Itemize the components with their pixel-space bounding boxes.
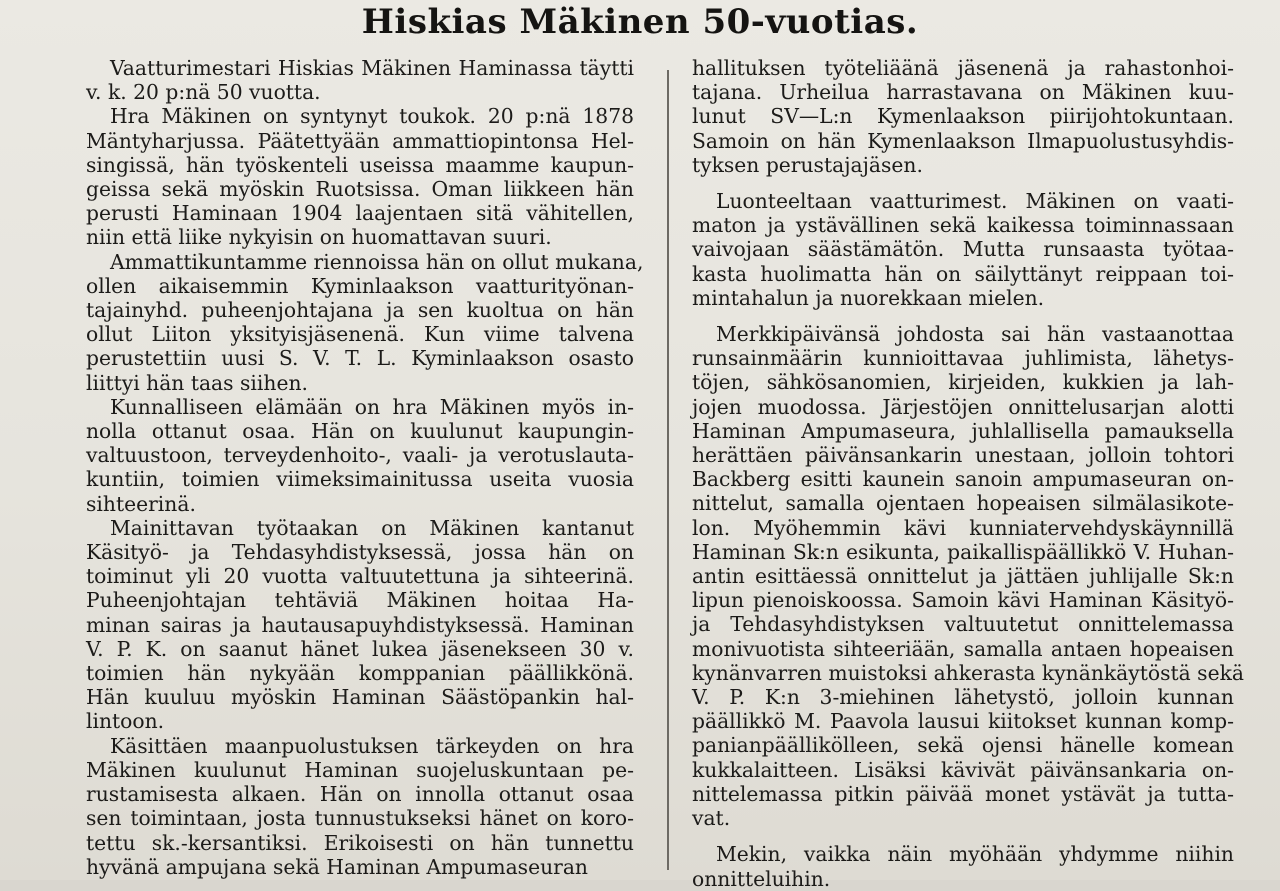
text-line: perustettiin uusi S. V. T. L. Kyminlaakson osasto [86, 346, 634, 371]
text-line: tajainyhd. puheenjohtajana ja sen kuoltua on hän [86, 298, 634, 323]
text-line: ollen aikaisemmin Kyminlaakson vaatturityönan- [86, 273, 634, 298]
text-line: hallituksen työteliäänä jäsenenä ja rahastonhoi- [692, 56, 1234, 80]
left-column [86, 56, 644, 879]
text-line: Mekin, vaikka näin myöhään yhdymme niihin [716, 842, 1234, 867]
paragraph [692, 56, 1234, 177]
column-divider [667, 70, 669, 870]
text-line: mintahalun ja nuorekkaan mielen. [692, 285, 1045, 310]
text-line: Mainittavan työtaakan on Mäkinen kantanut [110, 515, 634, 540]
text-line: nittelemassa pitkin päivää monet ystävät ja tutta- [692, 781, 1234, 806]
text-line: Hra Mäkinen on syntynyt toukok. 20 p:nä 1878 [110, 104, 634, 129]
text-line: runsainmäärin kunnioittavaa juhlimista, lähetys- [692, 346, 1234, 371]
text-line: minan sairas ja hautausapuyhdistyksessä. Haminan [86, 612, 634, 637]
text-line: perusti Haminaan 1904 laajentaen sitä vähitellen, [86, 201, 634, 226]
text-line: nolla ottanut osaa. Hän on kuulunut kaupungin- [86, 419, 634, 444]
paragraph [86, 56, 634, 104]
text-line: singissä, hän työskenteli useissa maamme kaupun- [86, 152, 634, 177]
text-line: lon. Myöhemmin kävi kunniatervehdyskäynnillä [692, 515, 1234, 540]
paragraph [86, 734, 634, 879]
text-line: valtuustoon, terveydenhoito-, vaali- ja verotuslauta- [86, 443, 634, 468]
text-line: lipun pienoiskoossa. Samoin kävi Haminan Käsityö- [692, 588, 1234, 613]
text-line: Mäntyharjussa. Päätettyään ammattiopintonsa Hel- [86, 128, 634, 153]
text-line: Käsittäen maanpuolustuksen tärkeyden on hra [110, 733, 634, 758]
paragraph [692, 842, 1234, 890]
text-line: kuntiin, toimien viimeksimainitussa useita vuosia [86, 467, 634, 492]
text-line: antin esittäessä onnittelut ja jättäen juhlijalle Sk:n [692, 564, 1234, 589]
text-line: Samoin on hän Kymenlaakson Ilmapuolustusyhdis- [692, 128, 1234, 153]
paragraph [86, 104, 634, 249]
text-line: Haminan Sk:n esikunta, paikallispäällikkö V. Huhan- [692, 539, 1234, 564]
text-line: hyvänä ampujana sekä Haminan Ampumaseuran [86, 854, 588, 879]
text-line: Mäkinen kuulunut Haminan suojeluskuntaan pe- [86, 757, 634, 782]
text-line: kukkalaitteen. Lisäksi kävivät päivänsankaria on- [692, 757, 1234, 782]
text-line: Puheenjohtajan tehtäviä Mäkinen hoitaa Ha- [86, 588, 634, 613]
text-line: kynänvarren muistoksi ahkerasta kynänkäytöstä sekä [692, 660, 1244, 685]
text-line: monivuotista sihteeriään, samalla antaen hopeaisen [692, 636, 1234, 661]
text-line: kasta huolimatta hän on säilyttänyt reippaan toi- [692, 261, 1234, 286]
text-line: ja Tehdasyhdistyksen valtuutetut onnittelemassa [692, 612, 1234, 637]
text-line: tyksen perustajajäsen. [692, 152, 923, 177]
right-column [692, 56, 1244, 891]
text-line: lunut SV—L:n Kymenlaakson piirijohtokuntaan. [692, 104, 1234, 129]
text-line: Backberg esitti kaunein sanoin ampumaseuran on- [692, 467, 1234, 492]
text-line: nittelut, samalla ojentaen hopeaisen silmälasikote- [692, 491, 1234, 516]
text-line: tettu sk.-kersantiksi. Erikoisesti on hän tunnettu [86, 830, 634, 855]
text-line: Kunnalliseen elämään on hra Mäkinen myös in- [110, 394, 634, 419]
article-title: Hiskias Mäkinen 50-vuotias. [361, 2, 919, 42]
text-line: sen toimintaan, josta tunnustukseksi hänet on koro- [86, 806, 634, 831]
text-line: Hän kuuluu myöskin Haminan Säästöpankin hal- [86, 685, 634, 710]
text-line: Vaatturimestari Hiskias Mäkinen Haminassa täytti [110, 56, 634, 80]
text-line: V. P. K. on saanut hänet lukea jäsenekseen 30 v. [86, 636, 634, 661]
text-line: Luonteeltaan vaatturimest. Mäkinen on vaati- [716, 189, 1234, 214]
text-line: vaivojaan säästämätön. Mutta runsaasta työtaa- [692, 237, 1234, 262]
text-line: toimien hän nykyään komppanian päällikkönä. [86, 661, 634, 686]
text-line: lintoon. [86, 709, 165, 734]
text-line: v. k. 20 p:nä 50 vuotta. [86, 80, 321, 105]
text-line: sihteerinä. [86, 491, 196, 516]
text-line: niin että liike nykyisin on huomattavan suuri. [86, 225, 552, 250]
text-line: ollut Liiton yksityisjäsenenä. Kun viime talvena [86, 322, 634, 347]
paragraph [86, 516, 634, 734]
text-line: geissa sekä myöskin Ruotsissa. Oman liikkeen hän [86, 177, 634, 202]
paragraph [86, 395, 634, 516]
text-line: Merkkipäivänsä johdosta sai hän vastaanottaa [716, 322, 1234, 347]
text-line: V. P. K:n 3-miehinen lähetystö, jolloin kunnan [692, 685, 1234, 710]
text-line: tajana. Urheilua harrastavana on Mäkinen kuu- [692, 80, 1234, 105]
paragraph [692, 189, 1234, 310]
paragraph [86, 249, 644, 395]
text-line: herättäen päivänsankarin unestaan, jolloin tohtori [692, 443, 1234, 468]
text-line: vat. [692, 806, 731, 831]
text-line: panianpäällikölleen, sekä ojensi hänelle komean [692, 733, 1234, 758]
text-line: Haminan Ampumaseura, juhlallisella pamauksella [692, 418, 1234, 443]
paragraph [692, 322, 1244, 831]
text-line: liittyi hän taas siihen. [86, 370, 308, 395]
text-line: rustamisesta alkaen. Hän on innolla ottanut osaa [86, 782, 634, 807]
text-line: Ammattikuntamme riennoissa hän on ollut mukana, [110, 249, 644, 274]
text-line: Käsityö- ja Tehdasyhdistyksessä, jossa hän on [86, 540, 634, 565]
text-line: toiminut yli 20 vuotta valtuutettuna ja sihteerinä. [86, 564, 634, 589]
text-line: jojen muodossa. Järjestöjen onnittelusarjan alotti [692, 394, 1234, 419]
text-line: töjen, sähkösanomien, kirjeiden, kukkien ja lah- [692, 370, 1234, 395]
text-line: onnitteluihin. [692, 866, 831, 891]
text-line: maton ja ystävällinen sekä kaikessa toiminnassaan [692, 213, 1234, 238]
text-line: päällikkö M. Paavola lausui kiitokset kunnan komp- [692, 709, 1234, 734]
